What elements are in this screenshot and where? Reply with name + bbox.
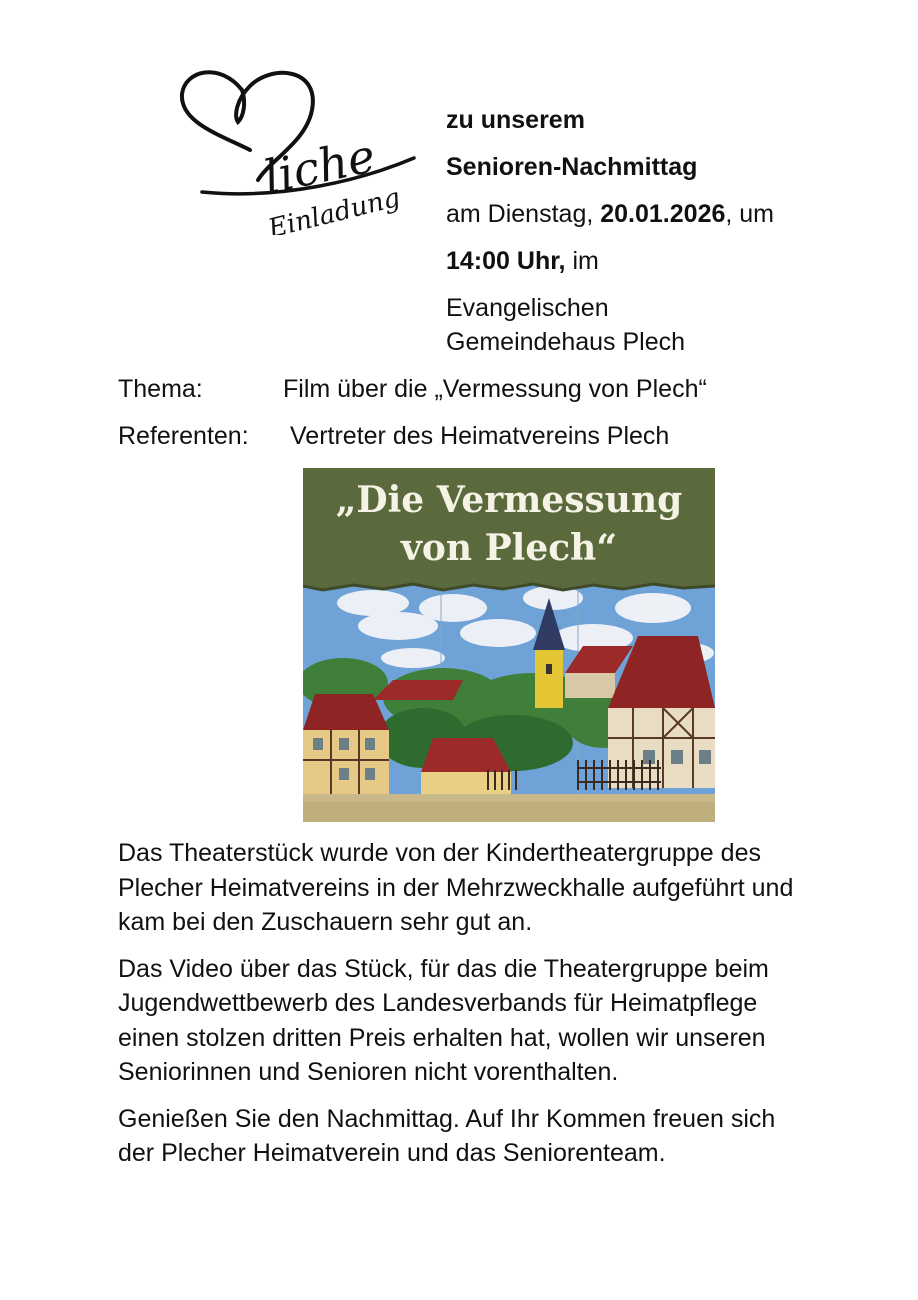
date-prefix: am Dienstag, xyxy=(446,200,601,228)
paragraph: Das Theaterstück wurde von der Kindertheatergruppe des Plecher Heimatvereins in der Mehrzweckhalle aufgeführt und kam bei den Zuschauern sehr gut an. xyxy=(118,839,794,936)
heart-icon xyxy=(172,60,422,235)
paragraph: Das Video über das Stück, für das die Theatergruppe beim Jugendwettbewerb des Landesverbands für Heimatpflege einen stolzen dritten Preis erhalten hat, wollen wir unseren Seniorinnen und Senioren nicht vorenthalten. xyxy=(118,954,769,1086)
invitation-place xyxy=(446,291,886,359)
referenten-label: Referenten: xyxy=(118,422,249,450)
poster-title-line1: „Die Vermessung xyxy=(335,479,683,521)
invitation-date-line xyxy=(446,197,886,231)
body-text xyxy=(118,836,818,1183)
date-suffix: , um xyxy=(725,200,774,228)
event-time: 14:00 Uhr, xyxy=(446,247,566,275)
invitation-line1: zu unserem xyxy=(446,106,585,134)
thema-value: Film über die „Vermessung von Plech“ xyxy=(283,375,707,403)
logo-word-main: liche xyxy=(259,128,380,205)
logo xyxy=(172,60,422,235)
time-suffix: im xyxy=(565,247,599,275)
event-date: 20.01.2026 xyxy=(600,200,726,228)
poster-image xyxy=(303,468,715,822)
invitation-event: Senioren-Nachmittag xyxy=(446,153,698,181)
invitation-time-line xyxy=(446,244,886,278)
invitation-block xyxy=(446,103,886,372)
thema-label: Thema: xyxy=(118,375,203,403)
paragraph: Genießen Sie den Nachmittag. Auf Ihr Kommen freuen sich der Plecher Heimatverein und das Seniorenteam. xyxy=(118,1104,776,1167)
poster-title-line2: von Plech“ xyxy=(400,527,618,569)
logo-word-sub: Einladung xyxy=(265,182,404,235)
place-line2: Gemeindehaus Plech xyxy=(446,328,686,356)
place-line1: Evangelischen xyxy=(446,294,609,322)
referenten-value: Vertreter des Heimatvereins Plech xyxy=(290,422,670,450)
